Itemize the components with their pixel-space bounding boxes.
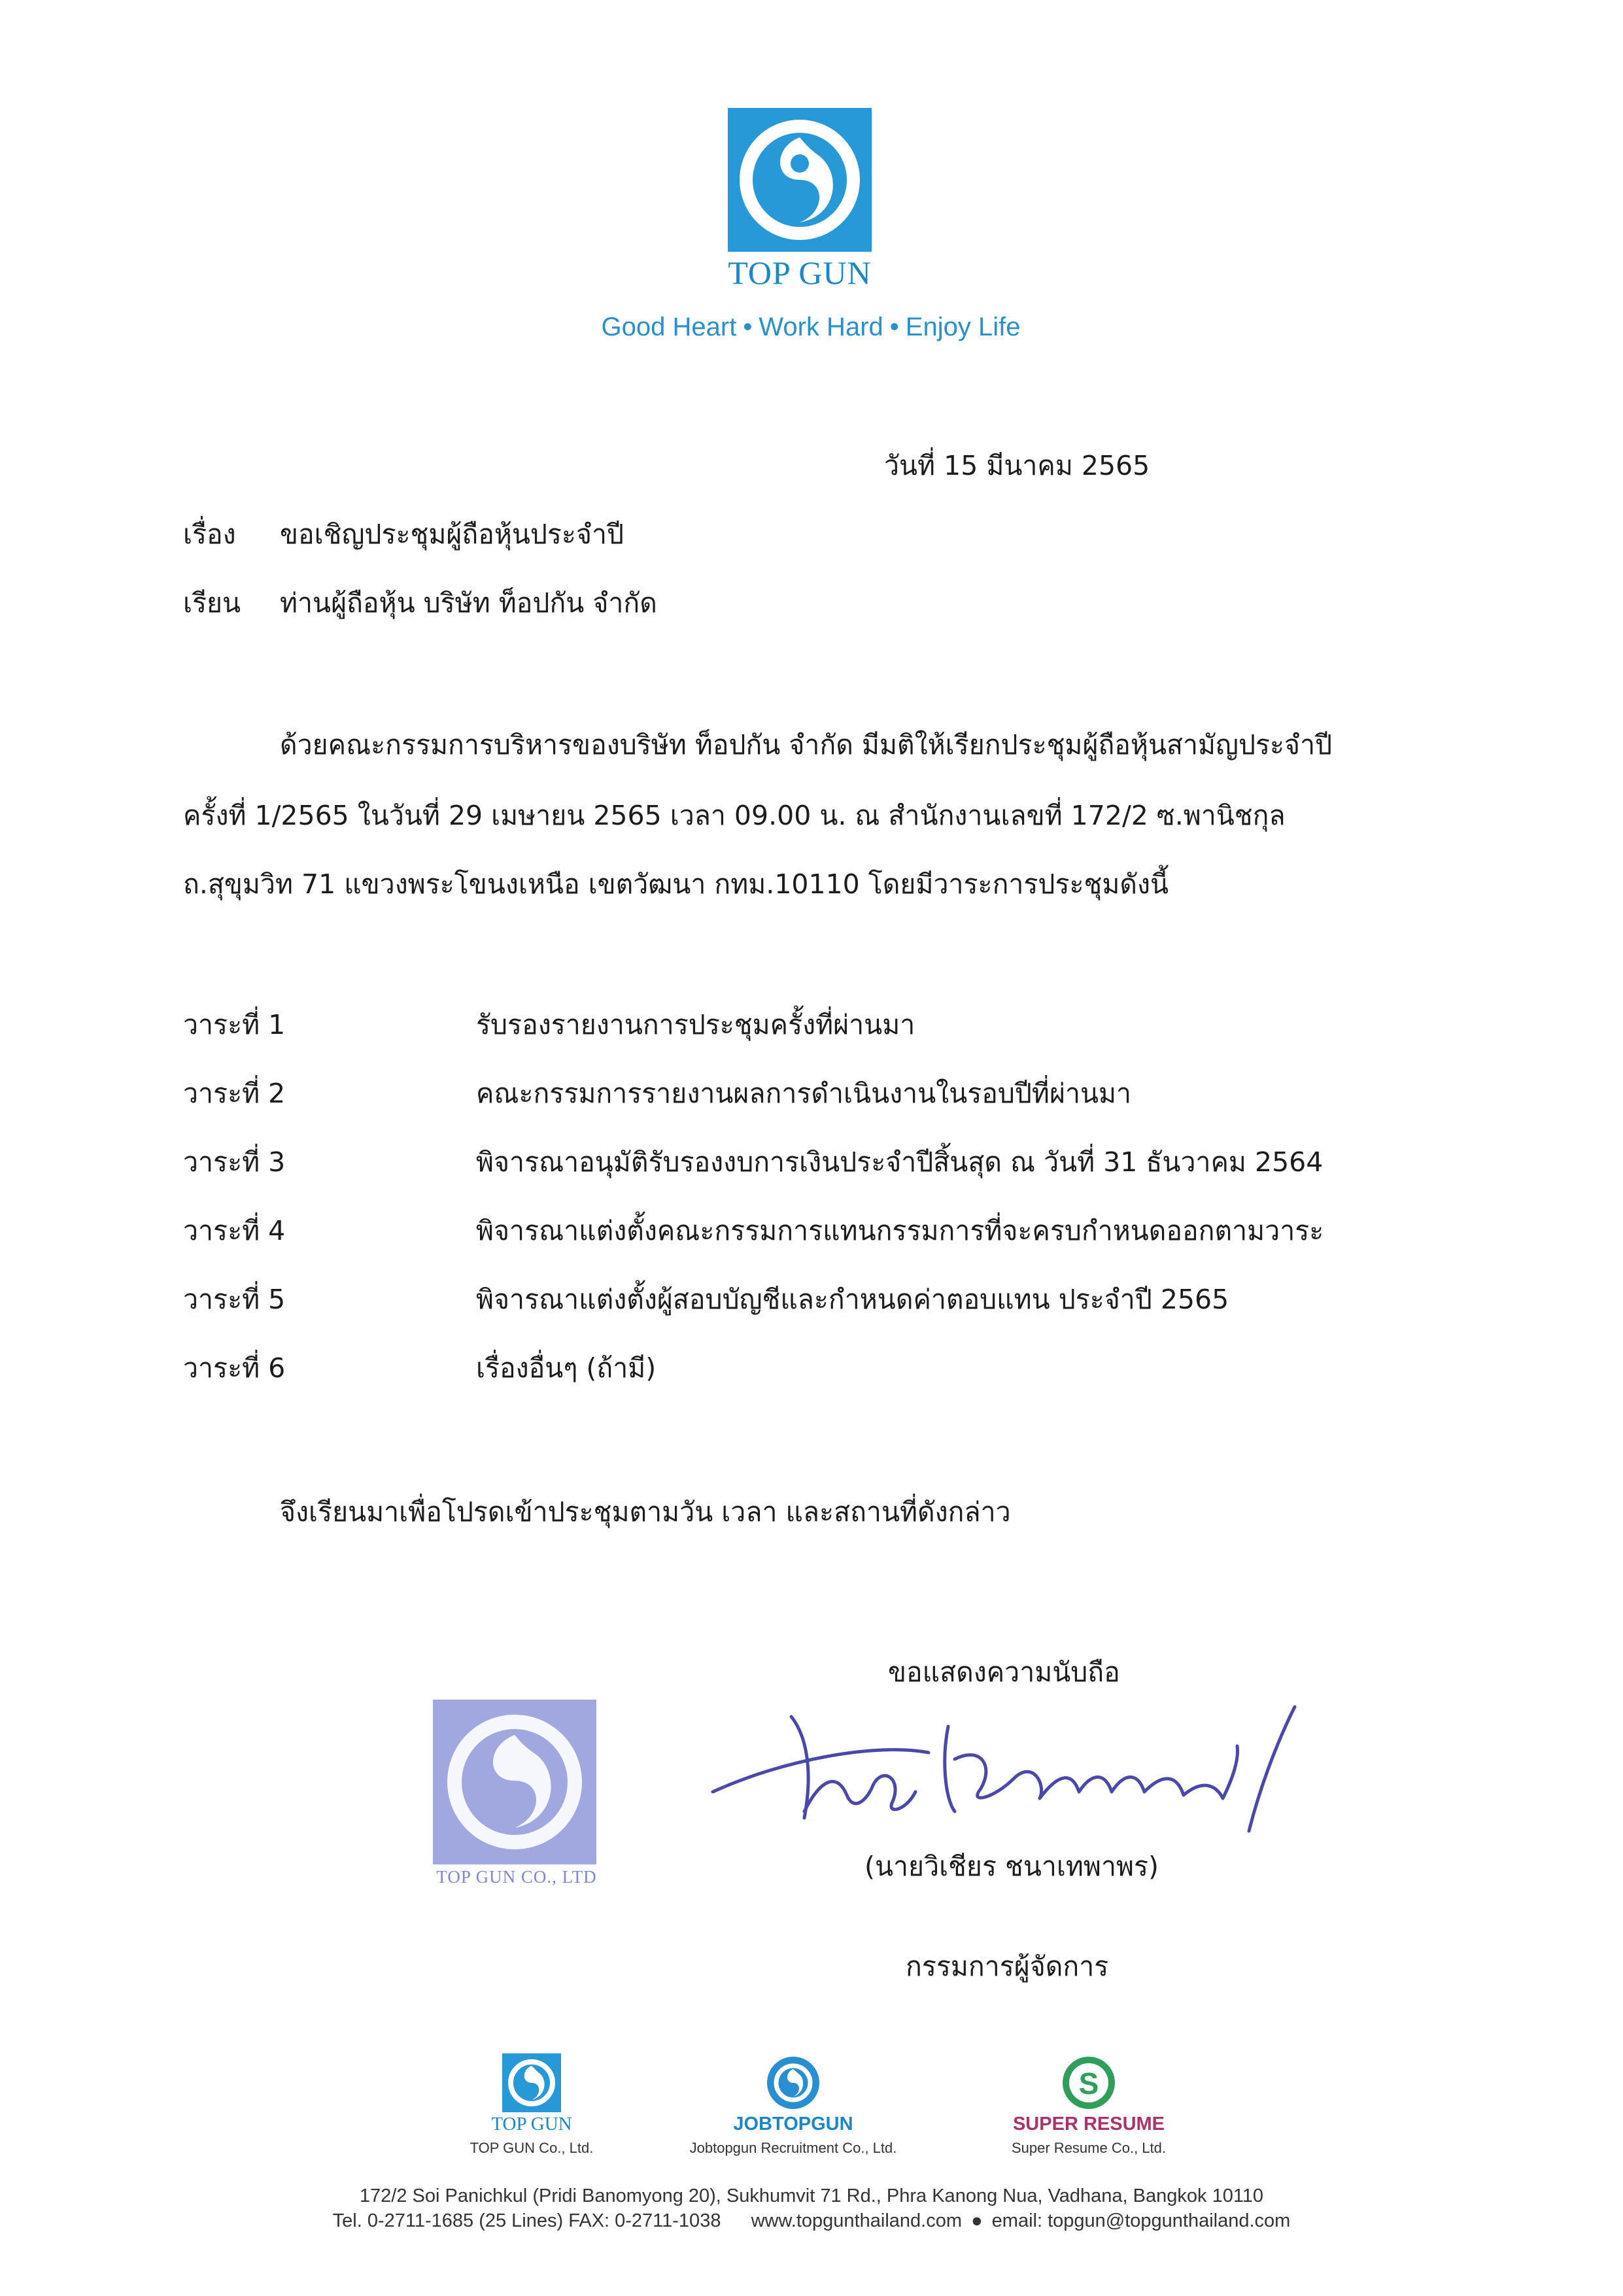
tagline-part: Work Hard [759,313,883,341]
swirl-logo-icon [728,108,872,252]
handwritten-signature [706,1681,1334,1844]
agenda-label: วาระที่ 5 [183,1284,286,1315]
footer-website[interactable]: www.topgunthailand.com [751,2210,962,2231]
footer-contact [183,2210,1440,2232]
signer-title: กรรมการผู้จัดการ [906,1951,1109,1982]
bullet-icon: • [743,313,753,341]
agenda-item: เรื่องอื่นๆ (ถ้ามี) [476,1352,657,1384]
footer-brand-jobtopgun: JOBTOPGUN [733,2114,853,2134]
jobtopgun-logo-icon [764,2053,823,2112]
stamp-swirl-icon [430,1697,599,1867]
footer-topgun-logo [496,2053,568,2112]
topgun-logo-icon [502,2053,561,2112]
agenda-label: วาระที่ 2 [183,1078,286,1109]
bullet-icon: ● [971,2210,983,2231]
superresume-logo-icon [1059,2053,1118,2112]
agenda-item: พิจารณาแต่งตั้งคณะกรรมการแทนกรรมการที่จะครบกำหนดออกตามวาระ [476,1215,1324,1246]
agenda-item: พิจารณาแต่งตั้งผู้สอบบัญชีและกำหนดค่าตอบแทน ประจำปี 2565 [476,1284,1229,1315]
agenda-item: พิจารณาอนุมัติรับรองงบการเงินประจำปีสิ้นสุด ณ วันที่ 31 ธันวาคม 2564 [476,1146,1324,1178]
bullet-icon: • [889,313,899,341]
svg-text:S: S [1078,2066,1099,2100]
subject-label: เรื่อง [183,519,236,550]
agenda-label: วาระที่ 3 [183,1146,286,1178]
agenda-item: รับรองรายงานการประชุมครั้งที่ผ่านมา [476,1009,915,1040]
brand-name: TOP GUN [728,254,872,291]
subject-text: ขอเชิญประชุมผู้ถือหุ้นประจำปี [280,519,624,550]
tagline [458,313,1164,342]
stamp-text: TOP GUN CO., LTD [436,1867,597,1887]
recipient-text: ท่านผู้ถือหุ้น บริษัท ท็อปกัน จำกัด [280,587,657,619]
footer-address: 172/2 Soi Panichkul (Pridi Banomyong 20), Sukhumvit 71 Rd., Phra Kanong Nua, Vadhana, Bangkok 10110 [359,2185,1264,2206]
complimentary-close: ขอแสดงความนับถือ [888,1656,1120,1688]
footer-brand-topgun: TOP GUN [491,2114,572,2134]
footer-company-name: TOP GUN Co., Ltd. [470,2140,594,2156]
agenda-item: คณะกรรมการรายงานผลการดำเนินงานในรอบปีที่ผ่านมา [476,1078,1132,1109]
footer-tel: Tel. 0-2711-1685 (25 Lines) FAX: 0-2711-1038 [332,2210,721,2231]
body-line: ถ.สุขุมวิท 71 แขวงพระโขนงเหนือ เขตวัฒนา กทม.10110 โดยมีวาระการประชุมดังนี้ [183,868,1169,900]
footer-superresume-logo [1059,2053,1118,2112]
footer-brand-superresume: SUPER RESUME [1012,2114,1165,2134]
footer-jobtopgun-logo [764,2053,823,2112]
footer-email[interactable]: email: topgun@topgunthailand.com [991,2210,1291,2231]
body-line: ครั้งที่ 1/2565 ในวันที่ 29 เมษายน 2565 เวลา 09.00 น. ณ สำนักงานเลขที่ 172/2 ซ.พานิชกุล [183,800,1286,831]
letter-date: วันที่ 15 มีนาคม 2565 [884,450,1150,481]
tagline-part: Good Heart [601,313,737,341]
agenda-label: วาระที่ 6 [183,1352,286,1384]
recipient-label: เรียน [183,587,241,619]
company-stamp [430,1697,599,1867]
agenda-label: วาระที่ 1 [183,1009,286,1040]
company-logo [728,108,872,252]
footer-company-name: Jobtopgun Recruitment Co., Ltd. [689,2140,897,2156]
tagline-part: Enjoy Life [905,313,1021,341]
footer-company-name: Super Resume Co., Ltd. [1011,2140,1166,2156]
signer-name: (นายวิเชียร ชนาเทพาพร) [864,1851,1159,1882]
agenda-label: วาระที่ 4 [183,1215,286,1246]
body-line: ด้วยคณะกรรมการบริหารของบริษัท ท็อปกัน จำกัด มีมติให้เรียกประชุมผู้ถือหุ้นสามัญประจำปี [280,729,1333,761]
closing-line: จึงเรียนมาเพื่อโปรดเข้าประชุมตามวัน เวลา และสถานที่ดังกล่าว [280,1496,1011,1528]
